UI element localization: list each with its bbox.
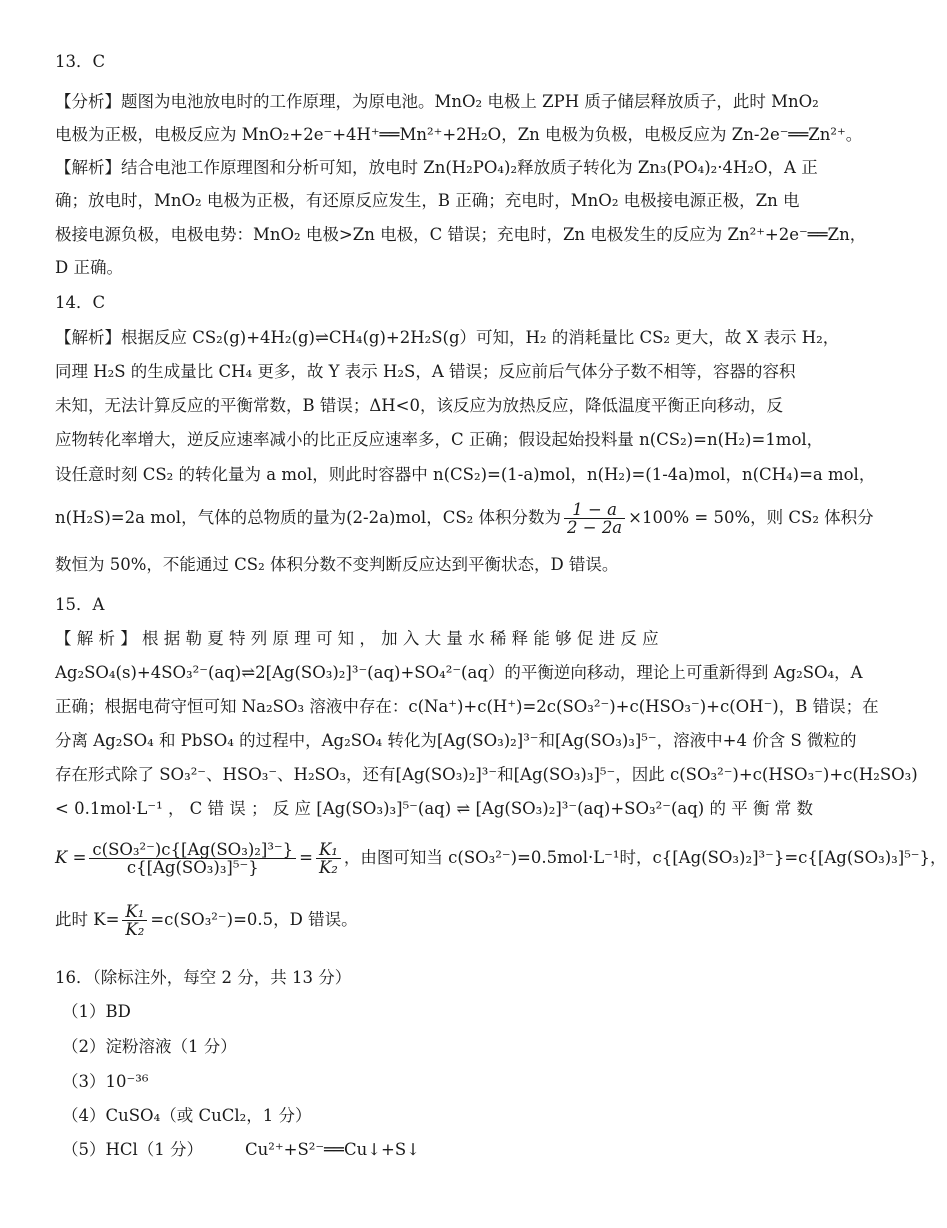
q15-conclusion-line: [55, 900, 815, 940]
q14-explanation-line-4: 应物转化率增大，逆反应速率减小的比正反应速率多，C 正确；假设起始投料量 n(CS₂)=n(H₂)=1mol，: [55, 430, 824, 449]
q15-explanation-line-5: 存在形式除了 SO₃²⁻、HSO₃⁻、H₂SO₃，还有[Ag(SO₃)₂]³⁻和[Ag(SO₃)₃]⁵⁻，因此 c(SO₃²⁻)+c(HSO₃⁻)+c(H₂SO₃): [55, 765, 918, 784]
q15-line8-text-b: =c(SO₃²⁻)=0.5，D 错误。: [150, 910, 358, 929]
q15-explanation-line-3: 正确；根据电荷守恒可知 Na₂SO₃ 溶液中存在：c(Na⁺)+c(H⁺)=2c(SO₃²⁻)+c(HSO₃⁻)+c(OH⁻)，B 错误；在: [55, 697, 879, 716]
q14-explanation-line-7: 数恒为 50%，不能通过 CS₂ 体积分数不变判断反应达到平衡状态，D 错误。: [55, 555, 619, 574]
q16-answer-1: （1）BD: [62, 1002, 131, 1021]
q14-explanation-line-3: 未知，无法计算反应的平衡常数，B 错误；ΔH<0，该反应为放热反应，降低温度平衡正向移动，反: [55, 396, 783, 415]
q15-k1: K₁: [316, 841, 341, 859]
q15-k1-k2-fraction: [316, 841, 341, 876]
q13-explanation-line-2: 确；放电时，MnO₂ 电极为正极，有还原反应发生，B 正确；充电时，MnO₂ 电极接电源正极，Zn 电: [55, 191, 800, 210]
q13-explanation-line-4: D 正确。: [55, 258, 123, 277]
q16-heading: 16．（除标注外，每空 2 分，共 13 分）: [55, 968, 352, 987]
q13-analysis-line-2: 电极为正极，电极反应为 MnO₂+2e⁻+4H⁺══Mn²⁺+2H₂O，Zn 电极为负极，电极反应为 Zn-2e⁻══Zn²⁺。: [55, 125, 863, 144]
q15-heading: 15．A: [55, 595, 105, 614]
q15-explanation-line-1: 【 解 析 】 根 据 勒 夏 特 列 原 理 可 知 ， 加 入 大 量 水 稀 释 能 够 促 进 反 应: [55, 629, 659, 648]
q15-equals: =: [299, 848, 313, 867]
q13-heading: 13．C: [55, 52, 106, 71]
q15-line8-fraction: [122, 903, 147, 938]
q14-heading: 14．C: [55, 293, 106, 312]
q15-k-label: K =: [55, 848, 87, 867]
q15-explanation-line-2: Ag₂SO₄(s)+4SO₃²⁻(aq)⇌2[Ag(SO₃)₂]³⁻(aq)+SO₄²⁻(aq）的平衡逆向移动，理论上可重新得到 Ag₂SO₄，A: [55, 663, 863, 682]
q15-line8-text-a: 此时 K=: [55, 910, 120, 929]
q16-answer-5: [62, 1140, 822, 1160]
q15-explanation-line-6: < 0.1mol·L⁻¹ ， C 错 误 ； 反 应 [Ag(SO₃)₃]⁵⁻(aq) ⇌ [Ag(SO₃)₂]³⁻(aq)+SO₃²⁻(aq) 的 平 衡 常 数: [55, 799, 813, 818]
q15-line8-k2: K₂: [125, 920, 145, 939]
q15-k-numerator: c(SO₃²⁻)c{[Ag(SO₃)₂]³⁻}: [89, 841, 296, 859]
q16-answer-2: （2）淀粉溶液（1 分）: [62, 1037, 237, 1056]
q15-explanation-line-4: 分离 Ag₂SO₄ 和 PbSO₄ 的过程中，Ag₂SO₄ 转化为[Ag(SO₃)₂]³⁻和[Ag(SO₃)₃]⁵⁻，溶液中+4 价含 S 微粒的: [55, 731, 857, 750]
q16-answer-4: （4）CuSO₄（或 CuCl₂，1 分）: [62, 1106, 312, 1125]
q15-k-denominator: c{[Ag(SO₃)₃]⁵⁻}: [126, 858, 259, 877]
q14-explanation-line-1: 【解析】根据反应 CS₂(g)+4H₂(g)⇌CH₄(g)+2H₂S(g）可知，H₂ 的消耗量比 CS₂ 更大，故 X 表示 H₂，: [55, 328, 840, 347]
q15-line8-k1: K₁: [122, 903, 147, 921]
q16-answer-3: （3）10⁻³⁶: [62, 1072, 149, 1091]
q14-line6-text-b: ×100% = 50%，则 CS₂ 体积分: [628, 508, 874, 527]
q13-analysis-line-1: 【分析】题图为电池放电时的工作原理，为原电池。MnO₂ 电极上 ZPH 质子储层释放质子，此时 MnO₂: [55, 92, 819, 111]
q16-answer-5-equation: Cu²⁺+S²⁻══Cu↓+S↓: [245, 1140, 420, 1159]
q15-equilibrium-constant-line: [55, 838, 947, 878]
q14-fraction-numerator: 1 − a: [564, 501, 625, 519]
q15-k2: K₂: [318, 858, 338, 877]
q15-k-fraction: [89, 841, 296, 876]
q16-answer-5-text: （5）HCl（1 分）: [62, 1140, 204, 1159]
q15-line7-text: ，由图可知当 c(SO₃²⁻)=0.5mol·L⁻¹时，c{[Ag(SO₃)₂]³⁻}=c{[Ag(SO₃)₃]⁵⁻}，: [343, 848, 947, 867]
q13-explanation-line-3: 极接电源负极，电极电势：MnO₂ 电极>Zn 电极，C 错误；充电时，Zn 电极发生的反应为 Zn²⁺+2e⁻══Zn，: [55, 225, 867, 244]
q14-explanation-line-5: 设任意时刻 CS₂ 的转化量为 a mol，则此时容器中 n(CS₂)=(1-a)mol，n(H₂)=(1-4a)mol，n(CH₄)=a mol，: [55, 465, 876, 484]
q14-explanation-line-2: 同理 H₂S 的生成量比 CH₄ 更多，故 Y 表示 H₂S，A 错误；反应前后气体分子数不相等，容器的容积: [55, 362, 796, 381]
q14-line6-text-a: n(H₂S)=2a mol，气体的总物质的量为(2-2a)mol，CS₂ 体积分数为: [55, 508, 561, 527]
q14-explanation-line-6: [55, 500, 874, 537]
q14-volume-fraction: [564, 501, 625, 536]
q13-explanation-line-1: 【解析】结合电池工作原理图和分析可知，放电时 Zn(H₂PO₄)₂释放质子转化为 Zn₃(PO₄)₂·4H₂O，A 正: [55, 158, 818, 177]
q14-fraction-denominator: 2 − 2a: [567, 518, 623, 537]
